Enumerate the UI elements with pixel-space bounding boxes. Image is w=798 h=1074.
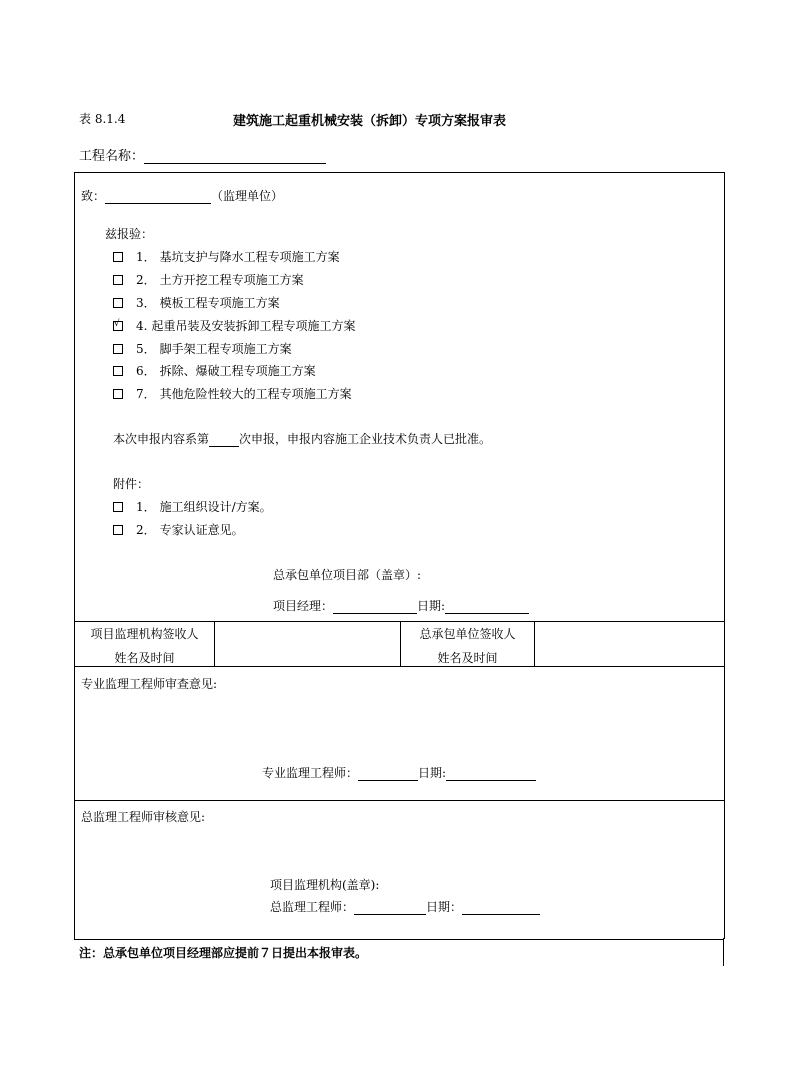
supervision-org-label: 项目监理机构(盖章):	[270, 878, 380, 892]
attachment-number: 2．	[136, 523, 156, 537]
attachment-label: 施工组织设计/方案。	[159, 500, 272, 514]
specialist-sign-row	[262, 764, 536, 781]
checklist-item-number: 2．	[136, 273, 156, 287]
checklist-item	[113, 362, 316, 379]
supervision-receiver-line1: 项目监理机构签收人	[90, 627, 199, 641]
form-code: 表 8.1.4	[79, 112, 126, 126]
submission-count-field[interactable]	[209, 433, 239, 447]
supervision-receiver-field[interactable]	[215, 622, 400, 666]
checkbox[interactable]	[113, 252, 123, 262]
declaration-prefix: 本次申报内容系第	[113, 432, 210, 446]
checklist-item-number: 3．	[136, 296, 156, 310]
checklist-item-label: 拆除、爆破工程专项施工方案	[159, 364, 316, 378]
chief-opinion-field[interactable]	[81, 828, 711, 868]
specialist-sign-label: 专业监理工程师：	[262, 766, 359, 780]
declaration-suffix: 次申报，申报内容施工企业技术负责人已批准。	[239, 432, 492, 446]
contractor-date-field[interactable]	[445, 600, 529, 614]
checklist-item-number: 1．	[136, 250, 156, 264]
checklist-item-number: 7．	[136, 387, 156, 401]
checkbox[interactable]	[113, 502, 123, 512]
to-field[interactable]	[105, 190, 211, 204]
chief-date-field[interactable]	[462, 901, 540, 915]
attachment-item	[113, 498, 272, 515]
contractor-receiver-label	[401, 622, 534, 670]
contractor-date-label: 日期:	[417, 599, 446, 613]
chief-opinion-title: 总监理工程师审核意见:	[81, 810, 206, 824]
contractor-sign-row	[273, 597, 529, 614]
chief-signature-field[interactable]	[354, 901, 426, 915]
specialist-date-label: 日期:	[418, 766, 447, 780]
checklist-item-label: 脚手架工程专项施工方案	[159, 342, 292, 356]
checkbox[interactable]	[113, 389, 123, 399]
contractor-dept-label: 总承包单位项目部（盖章）:	[273, 568, 422, 582]
checklist-item-number: 5．	[136, 342, 156, 356]
checkbox[interactable]	[113, 366, 123, 376]
project-name-row	[79, 145, 326, 164]
checklist-item	[113, 340, 292, 357]
attachment-number: 1．	[136, 500, 156, 514]
checklist-item-label: 基坑支护与降水工程专项施工方案	[159, 250, 340, 264]
checkbox[interactable]	[113, 525, 123, 535]
specialist-signature-field[interactable]	[358, 767, 418, 781]
chief-sign-row	[270, 898, 540, 915]
to-suffix: （监理单位）	[211, 189, 284, 203]
checklist-item	[113, 271, 304, 288]
checklist-item	[113, 385, 352, 402]
checklist-item-label: 起重吊装及安装拆卸工程专项施工方案	[151, 319, 356, 333]
to-row	[81, 187, 283, 204]
footer-note: 注：总承包单位项目经理部应提前７日提出本报审表。	[79, 946, 368, 960]
manager-label: 项目经理：	[273, 599, 334, 613]
project-name-label: 工程名称：	[79, 149, 145, 164]
chief-date-label: 日期：	[426, 900, 463, 914]
manager-signature-field[interactable]	[333, 600, 417, 614]
specialist-opinion-field[interactable]	[81, 695, 711, 755]
supervision-receiver-label	[75, 622, 214, 670]
checklist-item	[113, 248, 340, 265]
supervision-receiver-line2: 姓名及时间	[114, 651, 175, 665]
checklist-item-number: 6．	[136, 364, 156, 378]
attachment-label: 专家认证意见。	[159, 523, 244, 537]
note-side-line	[723, 938, 724, 966]
checklist-item-label: 土方开挖工程专项施工方案	[159, 273, 304, 287]
contractor-receiver-line1: 总承包单位签收人	[419, 627, 516, 641]
check-mark-icon: √	[114, 318, 120, 329]
checklist-item	[113, 317, 355, 334]
checklist-item-label: 模板工程专项施工方案	[159, 296, 280, 310]
specialist-opinion-title: 专业监理工程师审查意见:	[81, 677, 218, 691]
checkbox[interactable]	[113, 344, 123, 354]
checklist-item-number: 4.	[136, 318, 148, 333]
divider-chief-bottom	[74, 939, 724, 940]
contractor-receiver-line2: 姓名及时间	[437, 651, 498, 665]
form-title: 建筑施工起重机械安装（拆卸）专项方案报审表	[233, 114, 507, 129]
submit-label: 兹报验：	[105, 227, 154, 241]
declaration	[113, 430, 491, 447]
checkbox[interactable]	[113, 275, 123, 285]
specialist-date-field[interactable]	[446, 767, 536, 781]
to-label: 致：	[81, 189, 106, 203]
chief-sign-label: 总监理工程师：	[270, 900, 355, 914]
attachment-item	[113, 521, 244, 538]
checkbox[interactable]	[113, 318, 123, 331]
checkbox[interactable]	[113, 298, 123, 308]
attachments-label: 附件：	[113, 477, 150, 491]
checklist-item-label: 其他危险性较大的工程专项施工方案	[159, 387, 352, 401]
project-name-field[interactable]	[144, 150, 326, 164]
checklist-item	[113, 294, 280, 311]
divider-specialist-bottom	[74, 800, 724, 801]
contractor-receiver-field[interactable]	[535, 622, 723, 666]
